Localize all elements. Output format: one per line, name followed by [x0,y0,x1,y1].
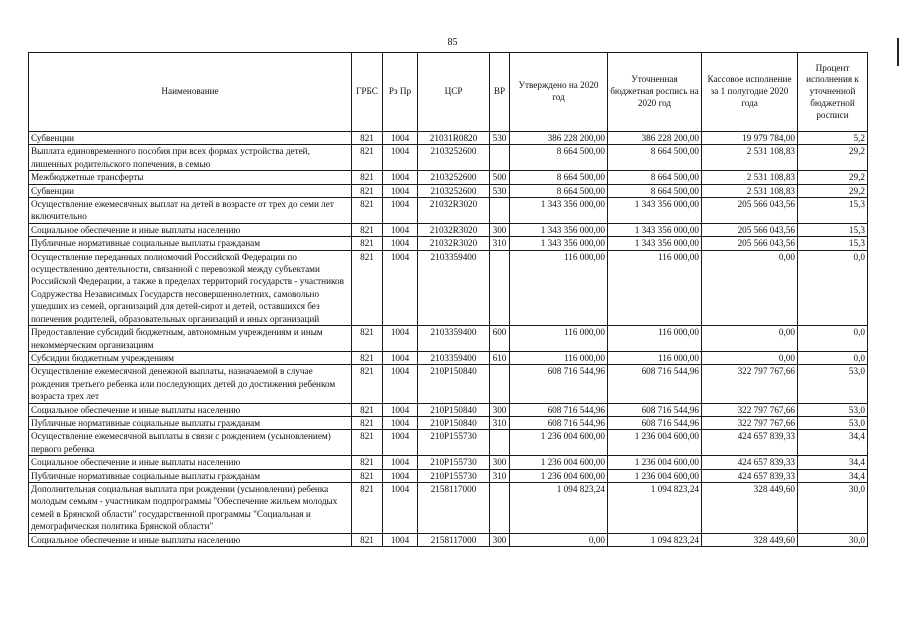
cell-percent: 0,0 [798,351,868,364]
cell-percent: 0,0 [798,250,868,325]
cell-vr: 530 [490,184,510,197]
cell-csr: 21032R3020 [418,198,490,224]
cell-csr: 21032R3020 [418,237,490,250]
cell-name: Социальное обеспечение и иные выплаты населению [29,456,352,469]
cell-grbs: 821 [352,456,383,469]
cell-vr: 300 [490,533,510,546]
table-body [29,132,868,547]
cell-percent: 29,2 [798,171,868,184]
cell-cash: 2 531 108,83 [702,171,798,184]
cell-rzpr: 1004 [383,171,418,184]
cell-vr: 300 [490,456,510,469]
header-rzpr: Рз Пр [383,53,418,132]
cell-rzpr: 1004 [383,416,418,429]
cell-approved: 1 343 356 000,00 [510,198,608,224]
cell-refined: 1 094 823,24 [608,533,702,546]
cell-percent: 53,0 [798,403,868,416]
cell-name: Межбюджетные трансферты [29,171,352,184]
cell-refined: 1 094 823,24 [608,482,702,533]
cell-percent: 29,2 [798,184,868,197]
table-row [29,456,868,469]
cell-grbs: 821 [352,184,383,197]
table-row [29,533,868,546]
cell-grbs: 821 [352,365,383,403]
cell-cash: 322 797 767,66 [702,365,798,403]
cell-approved: 8 664 500,00 [510,171,608,184]
cell-cash: 0,00 [702,250,798,325]
cell-vr: 600 [490,326,510,352]
cell-percent: 53,0 [798,365,868,403]
header-grbs: ГРБС [352,53,383,132]
cell-csr: 210P150840 [418,365,490,403]
cell-rzpr: 1004 [383,403,418,416]
cell-refined: 1 236 004 600,00 [608,430,702,456]
cell-name: Субсидии бюджетным учреждениям [29,351,352,364]
cell-grbs: 821 [352,351,383,364]
cell-percent: 53,0 [798,416,868,429]
cell-csr: 210P155730 [418,430,490,456]
cell-grbs: 821 [352,533,383,546]
cell-approved: 608 716 544,96 [510,403,608,416]
table-row [29,469,868,482]
cell-refined: 1 236 004 600,00 [608,469,702,482]
cell-name: Субвенции [29,184,352,197]
cell-name: Публичные нормативные социальные выплаты гражданам [29,237,352,250]
cell-cash: 424 657 839,33 [702,469,798,482]
cell-rzpr: 1004 [383,326,418,352]
cell-csr: 2103252600 [418,184,490,197]
table-row [29,171,868,184]
cell-grbs: 821 [352,482,383,533]
cell-vr [490,365,510,403]
cell-cash: 19 979 784,00 [702,132,798,145]
cell-vr [490,482,510,533]
table-row [29,132,868,145]
cell-cash: 424 657 839,33 [702,456,798,469]
cell-vr: 300 [490,403,510,416]
cell-rzpr: 1004 [383,533,418,546]
cell-refined: 8 664 500,00 [608,184,702,197]
cell-rzpr: 1004 [383,351,418,364]
cell-grbs: 821 [352,145,383,171]
cell-vr [490,198,510,224]
cell-cash: 205 566 043,56 [702,198,798,224]
cell-approved: 116 000,00 [510,326,608,352]
cell-grbs: 821 [352,171,383,184]
page-number: 85 [447,37,458,48]
cell-cash: 322 797 767,66 [702,403,798,416]
cell-rzpr: 1004 [383,237,418,250]
cell-grbs: 821 [352,430,383,456]
cell-csr: 210P155730 [418,456,490,469]
cell-approved: 608 716 544,96 [510,416,608,429]
cell-vr [490,145,510,171]
cell-grbs: 821 [352,416,383,429]
cell-approved: 8 664 500,00 [510,145,608,171]
table-row [29,198,868,224]
cell-refined: 1 236 004 600,00 [608,456,702,469]
cell-csr: 2103359400 [418,351,490,364]
table-row [29,326,868,352]
cell-refined: 116 000,00 [608,250,702,325]
cell-grbs: 821 [352,132,383,145]
table-row [29,482,868,533]
cell-name: Социальное обеспечение и иные выплаты населению [29,403,352,416]
cell-refined: 116 000,00 [608,326,702,352]
cell-grbs: 821 [352,198,383,224]
cell-vr: 530 [490,132,510,145]
budget-table [28,52,868,547]
cell-percent: 15,3 [798,237,868,250]
cell-cash: 328 449,60 [702,482,798,533]
header-cash: Кассовое исполнение за 1 полугодие 2020 года [702,53,798,132]
cell-cash: 205 566 043,56 [702,237,798,250]
cell-csr: 2103359400 [418,250,490,325]
table-row [29,184,868,197]
cell-name: Социальное обеспечение и иные выплаты населению [29,533,352,546]
cell-rzpr: 1004 [383,469,418,482]
cell-cash: 2 531 108,83 [702,145,798,171]
cell-csr: 210P150840 [418,416,490,429]
cell-approved: 386 228 200,00 [510,132,608,145]
cell-refined: 8 664 500,00 [608,145,702,171]
header-name: Наименование [29,53,352,132]
cell-csr: 210P155730 [418,469,490,482]
cell-approved: 1 236 004 600,00 [510,469,608,482]
cell-approved: 1 236 004 600,00 [510,430,608,456]
cell-cash: 424 657 839,33 [702,430,798,456]
cell-rzpr: 1004 [383,365,418,403]
cell-csr: 2103359400 [418,326,490,352]
cell-approved: 116 000,00 [510,250,608,325]
cell-refined: 1 343 356 000,00 [608,223,702,236]
cell-percent: 30,0 [798,533,868,546]
cell-rzpr: 1004 [383,430,418,456]
cell-csr: 2103252600 [418,145,490,171]
cell-name: Осуществление ежемесячной выплаты в связи с рождением (усыновлением) первого ребенка [29,430,352,456]
cell-rzpr: 1004 [383,482,418,533]
header-vr: ВР [490,53,510,132]
cell-name: Дополнительная социальная выплата при рождении (усыновлении) ребенка молодым семьям - участникам подпрограммы "Обеспечение жильем молодых семей в Брянской области" государственной программы "Социальная и демографическая политика Брянской области" [29,482,352,533]
table-row [29,145,868,171]
scan-edge-mark [897,38,899,66]
table-row [29,403,868,416]
header-approved: Утверждено на 2020 год [510,53,608,132]
header-csr: ЦСР [418,53,490,132]
cell-approved: 1 236 004 600,00 [510,456,608,469]
cell-name: Выплата единовременного пособия при всех формах устройства детей, лишенных родительского попечения, в семью [29,145,352,171]
cell-name: Субвенции [29,132,352,145]
cell-vr [490,250,510,325]
cell-percent: 29,2 [798,145,868,171]
cell-rzpr: 1004 [383,456,418,469]
cell-rzpr: 1004 [383,145,418,171]
cell-approved: 608 716 544,96 [510,365,608,403]
header-refined: Уточненная бюджетная роспись на 2020 год [608,53,702,132]
cell-percent: 0,0 [798,326,868,352]
cell-rzpr: 1004 [383,184,418,197]
cell-rzpr: 1004 [383,132,418,145]
cell-vr: 310 [490,469,510,482]
cell-grbs: 821 [352,237,383,250]
cell-grbs: 821 [352,403,383,416]
table-header [29,53,868,132]
table-row [29,430,868,456]
cell-name: Публичные нормативные социальные выплаты гражданам [29,416,352,429]
table-row [29,416,868,429]
cell-approved: 0,00 [510,533,608,546]
cell-cash: 322 797 767,66 [702,416,798,429]
cell-grbs: 821 [352,469,383,482]
cell-name: Осуществление ежемесячной денежной выплаты, назначаемой в случае рождения третьего ребенка или последующих детей до достижения ребенком возраста трех лет [29,365,352,403]
cell-cash: 0,00 [702,326,798,352]
table-row [29,250,868,325]
table-row [29,223,868,236]
cell-percent: 34,4 [798,469,868,482]
cell-rzpr: 1004 [383,198,418,224]
cell-percent: 34,4 [798,456,868,469]
cell-csr: 2103252600 [418,171,490,184]
cell-refined: 386 228 200,00 [608,132,702,145]
cell-grbs: 821 [352,223,383,236]
cell-name: Осуществление ежемесячных выплат на детей в возрасте от трех до семи лет включительно [29,198,352,224]
cell-approved: 1 343 356 000,00 [510,237,608,250]
cell-percent: 5,2 [798,132,868,145]
cell-percent: 15,3 [798,198,868,224]
cell-percent: 34,4 [798,430,868,456]
cell-cash: 0,00 [702,351,798,364]
cell-approved: 1 094 823,24 [510,482,608,533]
cell-cash: 2 531 108,83 [702,184,798,197]
cell-vr [490,430,510,456]
cell-refined: 1 343 356 000,00 [608,237,702,250]
cell-name: Предоставление субсидий бюджетным, автономным учреждениям и иным некоммерческим организациям [29,326,352,352]
cell-percent: 15,3 [798,223,868,236]
cell-grbs: 821 [352,250,383,325]
cell-vr: 310 [490,416,510,429]
cell-cash: 328 449,60 [702,533,798,546]
cell-vr: 500 [490,171,510,184]
cell-approved: 1 343 356 000,00 [510,223,608,236]
cell-vr: 300 [490,223,510,236]
cell-approved: 116 000,00 [510,351,608,364]
cell-refined: 1 343 356 000,00 [608,198,702,224]
cell-vr: 310 [490,237,510,250]
cell-vr: 610 [490,351,510,364]
cell-approved: 8 664 500,00 [510,184,608,197]
cell-csr: 2158117000 [418,482,490,533]
table-row [29,237,868,250]
cell-csr: 2158117000 [418,533,490,546]
cell-grbs: 821 [352,326,383,352]
cell-refined: 116 000,00 [608,351,702,364]
cell-name: Осуществление переданных полномочий Российской Федерации по осуществлению деятельности, связанной с перевозкой между субъектами Российской Федерации, а также в пределах территорий государств - участников Содружества Независимых Государств несовершеннолетних, самовольно ушедших из семей, организаций для детей-сирот и детей, оставшихся без попечения родителей, образовательных организаций и иных организаций [29,250,352,325]
table-row [29,351,868,364]
cell-refined: 8 664 500,00 [608,171,702,184]
cell-name: Социальное обеспечение и иные выплаты населению [29,223,352,236]
cell-percent: 30,0 [798,482,868,533]
cell-refined: 608 716 544,96 [608,403,702,416]
cell-refined: 608 716 544,96 [608,416,702,429]
header-percent: Процент исполнения к уточненной бюджетной росписи [798,53,868,132]
cell-cash: 205 566 043,56 [702,223,798,236]
cell-csr: 21031R0820 [418,132,490,145]
cell-csr: 21032R3020 [418,223,490,236]
cell-refined: 608 716 544,96 [608,365,702,403]
table-row [29,365,868,403]
cell-rzpr: 1004 [383,223,418,236]
cell-name: Публичные нормативные социальные выплаты гражданам [29,469,352,482]
cell-csr: 210P150840 [418,403,490,416]
cell-rzpr: 1004 [383,250,418,325]
